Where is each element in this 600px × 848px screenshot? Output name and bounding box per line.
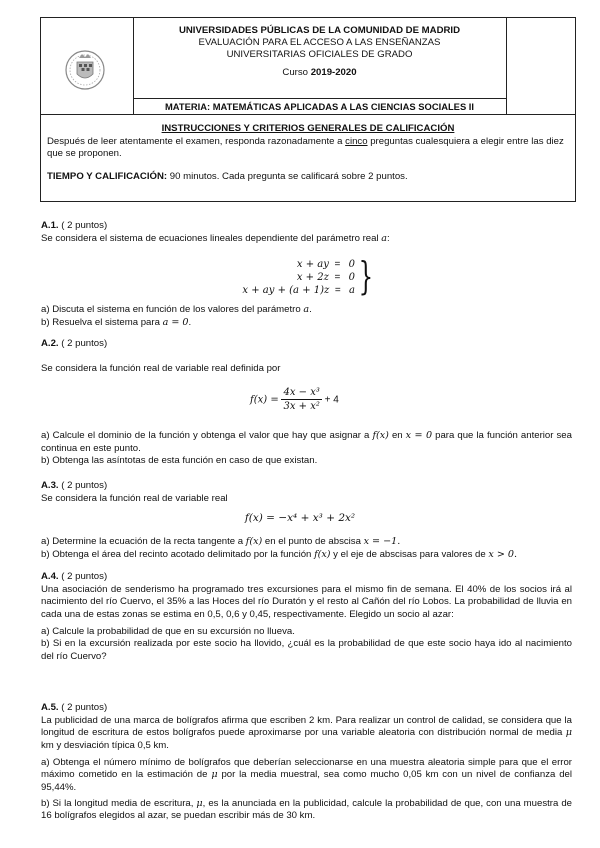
question-label: A.1. [41,220,59,231]
course-year: Curso 2019-2020 [282,67,357,78]
seal-icon [41,18,133,114]
question-intro: Se considera el sistema de ecuaciones lineales dependiente del parámetro real a: [41,232,390,244]
exam-title-line1: EVALUACIÓN PARA EL ACCESO A LAS ENSEÑANZAS [198,37,441,48]
question-intro: Se considera la función real de variable real [41,492,228,504]
question-intro: Se considera la función real de variable real definida por [41,362,281,374]
function-a3: f(x) = −x⁴ + x³ + 2x² [244,512,356,524]
question-a4: A.4. ( 2 puntos) Una asociación de senderismo ha programado tres excursiones para el mismo fin de semana. El 40% de los socios irá al nacimiento del río Cuervo, el 35% a las Hoces del río Duratón y el resto al Cañón del río Lobos. La probabilidad de lluvia en cada una de estas zonas se estima en 0,5, 0,6 y 0,45, respectivamente. Elegido un socio al azar: a) Calcule la probabilidad de que en su excursión no llueva. b) Si en la excursión realizada por este socio ha llovido, ¿cuál es la probabilidad de que este socio haya ido al nacimiento del río Cuervo? [41,571,572,662]
instructions-body: Después de leer atentamente el examen, responda razonadamente a cinco preguntas cualesquiera a elegir entre las diez que se proponen. [47,135,564,160]
question-label: A.2. [41,338,59,349]
university-seal [41,18,134,114]
question-a1: A.1. ( 2 puntos) Se considera el sistema de ecuaciones lineales dependiente del parámetro real a: [41,220,572,245]
question-a2-parts: a) Calcule el dominio de la función y obtenga el valor que hay que asignar a f(x) en x = 0 para que la función anterior sea continua en este punto. b) Obtenga las asíntotas de esta función en caso de que existan. [41,430,572,467]
question-label: A.4. [41,571,59,582]
question-a3: A.3. ( 2 puntos) Se considera la función real de variable real [41,480,572,505]
question-label: A.3. [41,480,59,491]
question-body: La publicidad de una marca de bolígrafos afirma que escriben 2 km. Para realizar un control de calidad, se considera que la longitud de escritura de estos bolígrafos puede aproximarse por una variable aleatoria con distribución normal de media μ km y desviación típica 0,5 km. [41,714,572,751]
university-name: UNIVERSIDADES PÚBLICAS DE LA COMUNIDAD DE MADRID [178,25,461,36]
instructions-title: INSTRUCCIONES Y CRITERIOS GENERALES DE CALIFICACIÓN [161,123,455,134]
question-a1-parts: a) Discuta el sistema en función de los valores del parámetro a. b) Resuelva el sistema para a = 0. [41,304,312,328]
question-a5: A.5. ( 2 puntos) La publicidad de una marca de bolígrafos afirma que escriben 2 km. Para realizar un control de calidad, se considera que la longitud de escritura de estos bolígrafos puede aproximarse por una variable aleatoria con distribución normal de media μ km y desviación típica 0,5 km. a) Obtenga el número mínimo de bolígrafos que deberían seleccionarse en una muestra aleatoria simple para que el error máximo cometido en la estimación de μ por la media muestral, sea como mucho 0,05 km con un nivel de confianza del 95,44%. b) Si la longitud media de escritura, μ, es la anunciada en la publicidad, calcule la probabilidad de que, con una muestra de 16 bolígrafos elegidos al azar, se puedan escribir más de 30 km. [41,702,573,822]
exam-title-line2: UNIVERSITARIAS OFICIALES DE GRADO [226,49,413,60]
system-brace: } [358,254,373,298]
function-a2: f(x) = $\frac{\text{4x − x³}}{\text{3x + x²}}$ + 4 [250,387,339,413]
question-body: Una asociación de senderismo ha programado tres excursiones para el mismo fin de semana. El 40% de los socios irá al nacimiento del río Cuervo, el 35% a las Hoces del río Duratón y el resto al Cañón del río Lobos. La probabilidad de lluvia en cada una de estas zonas se estima en 0,5, 0,6 y 0,45, respectivamente. Elegido un socio al azar: [41,583,572,620]
instructions-box [40,114,576,202]
time-and-grading: TIEMPO Y CALIFICACIÓN: 90 minutos. Cada pregunta se calificará sobre 2 puntos. [47,170,408,182]
header-right-cell [506,18,577,114]
question-a2: A.2. ( 2 puntos) Se considera la función real de variable real definida por [41,338,572,375]
equation-system: x + ay = 0 x + 2z = 0 x + ay + (a + 1)z = a } [242,254,373,298]
subject-title: MATERIA: MATEMÁTICAS APLICADAS A LAS CIENCIAS SOCIALES II [133,98,506,115]
question-label: A.5. [41,702,59,713]
question-a3-parts: a) Determine la ecuación de la recta tangente a f(x) en el punto de abscisa x = −1. b) Obtenga el área del recinto acotado delimitado por la función f(x) y el eje de abscisas para valores de x > 0. [41,536,518,560]
exam-header [40,17,576,115]
